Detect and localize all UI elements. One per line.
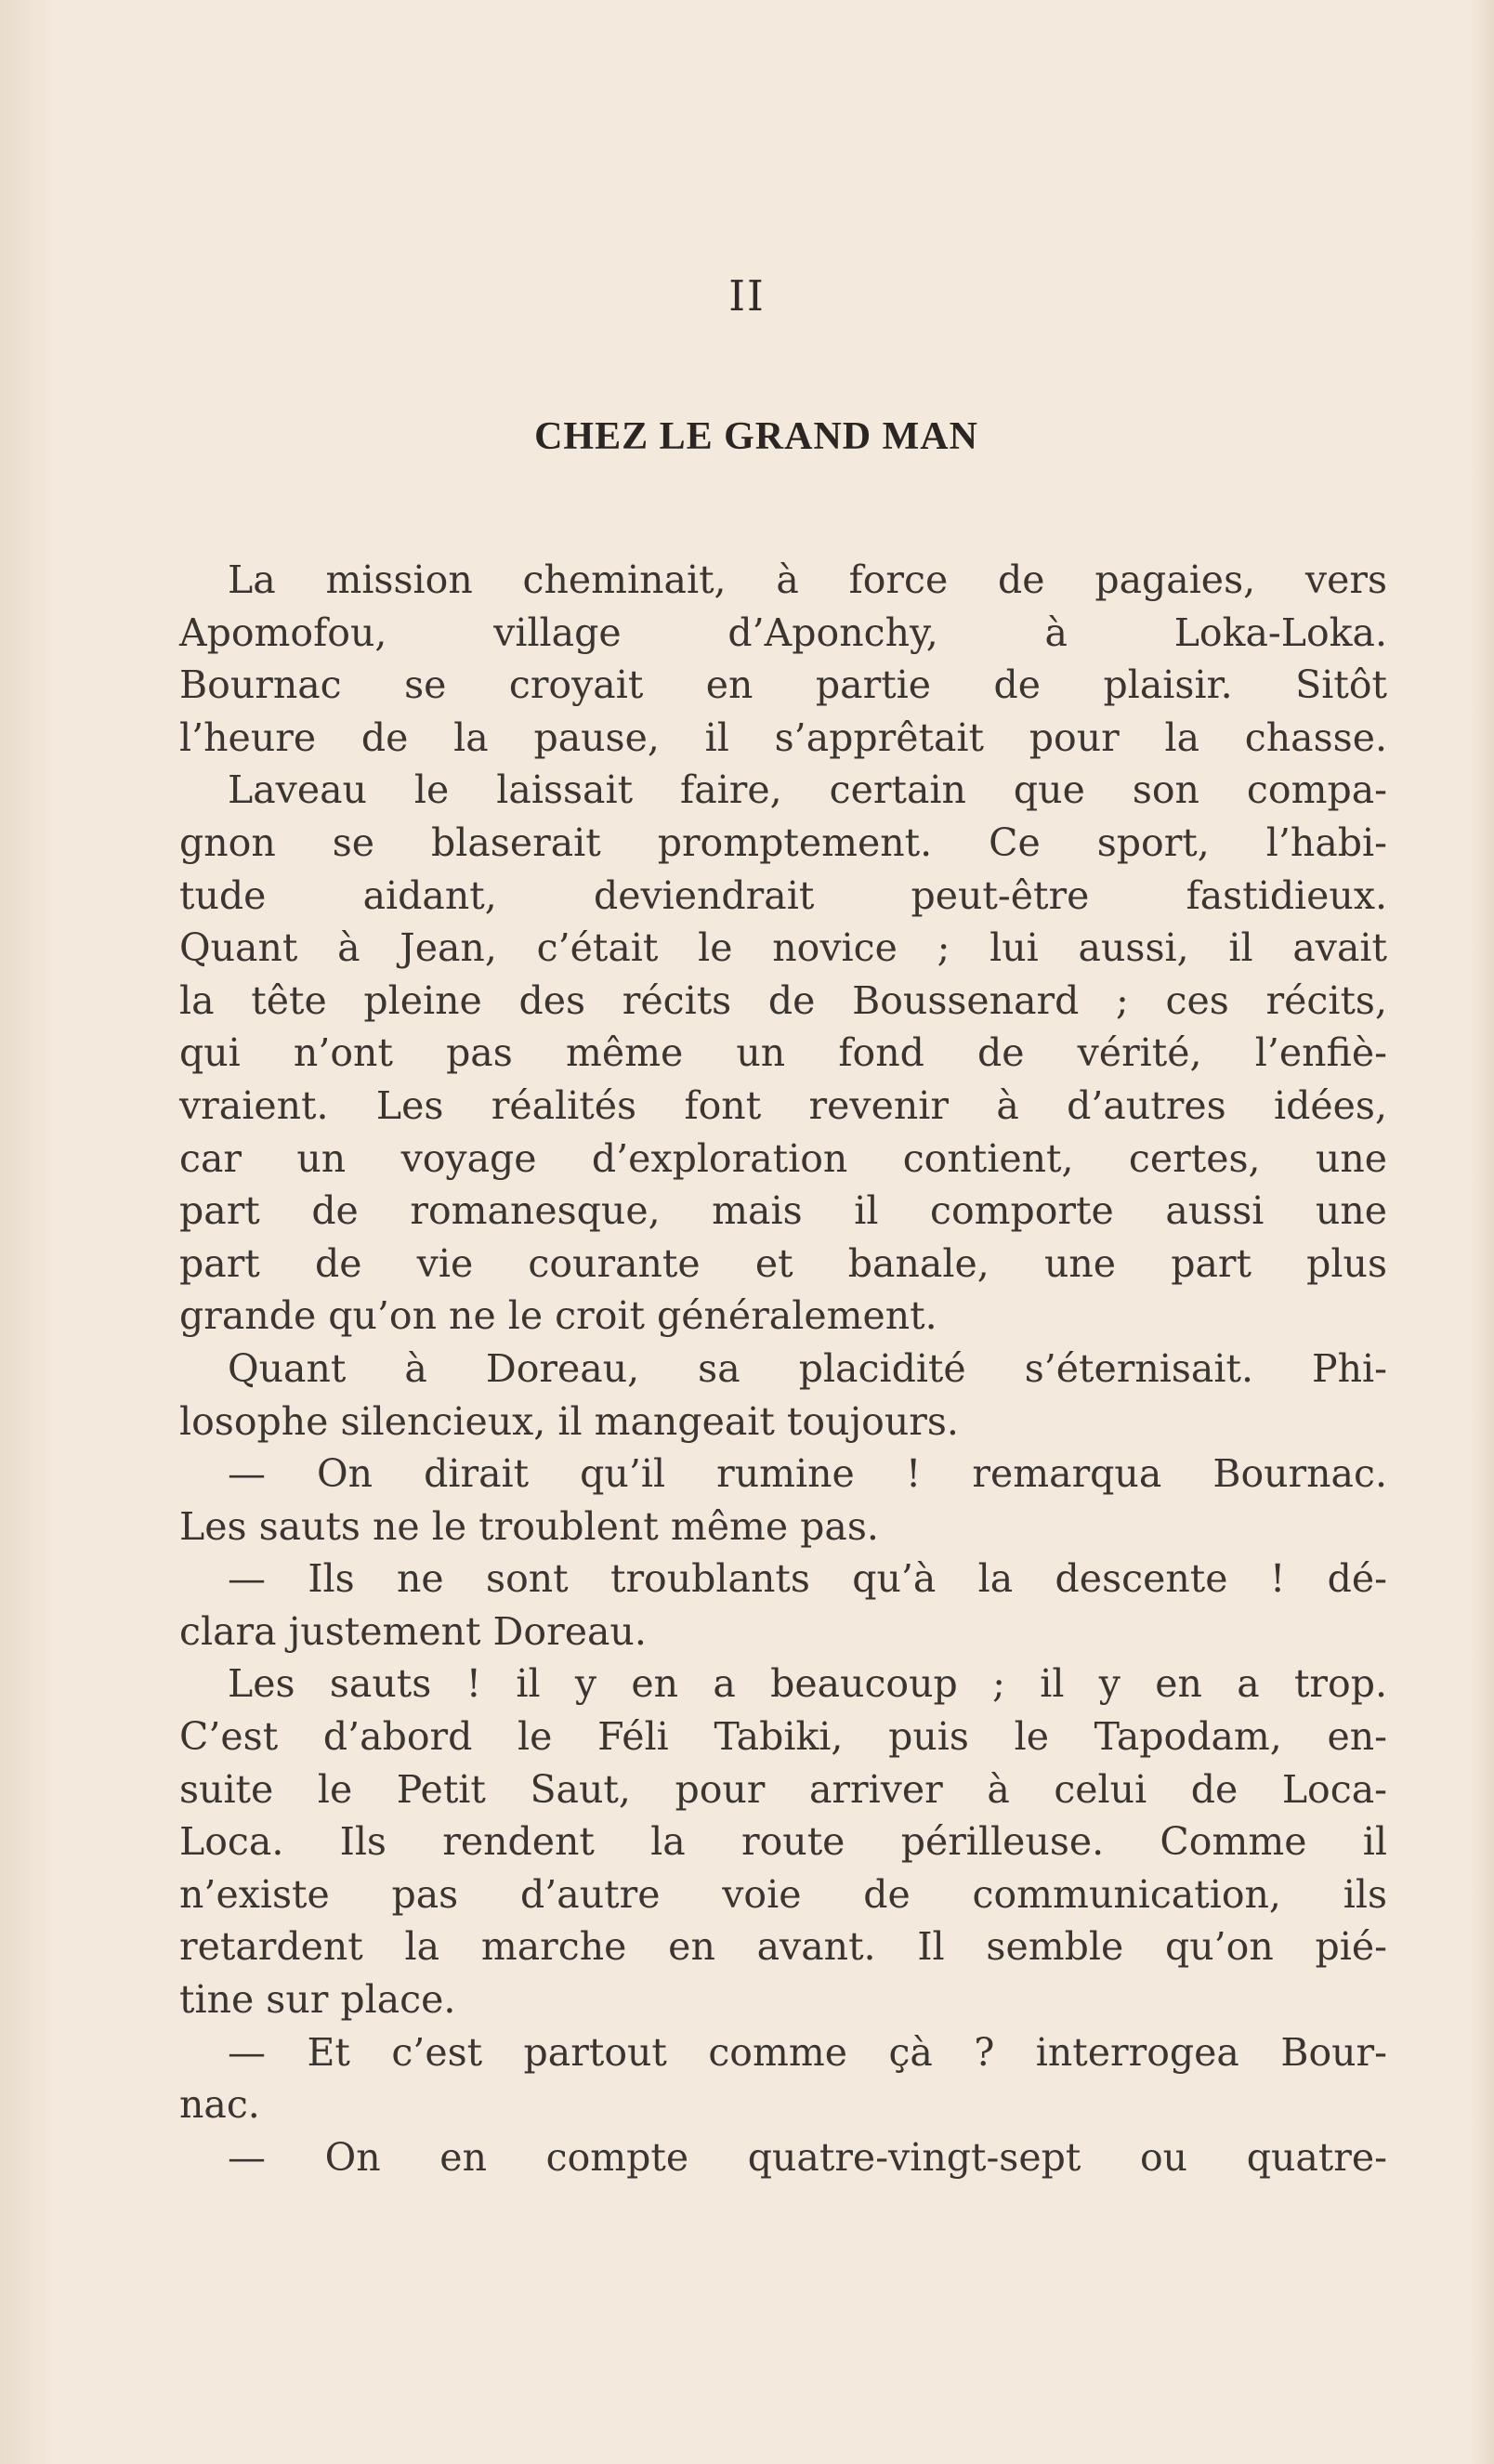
text-line: Loca. Ils rendent la route périlleuse. Comme il: [179, 1819, 1387, 1865]
text-line: Bournac se croyait en partie de plaisir. Sitôt: [179, 662, 1387, 708]
text-line: C’est d’abord le Féli Tabiki, puis le Tapodam, en-: [179, 1714, 1387, 1760]
text-line: retardent la marche en avant. Il semble qu’on pié-: [179, 1924, 1387, 1970]
text-line: l’heure de la pause, il s’apprêtait pour la chasse.: [179, 714, 1387, 760]
text-line: gnon se blaserait promptement. Ce sport, l’habi-: [179, 819, 1387, 865]
text-line: — Et c’est partout comme çà ? interrogea Bour-: [228, 2029, 1387, 2075]
text-line: Les sauts ne le troublent même pas.: [179, 1503, 879, 1549]
text-line: — Ils ne sont troublants qu’à la descente ! dé-: [228, 1556, 1387, 1602]
text-line: qui n’ont pas même un fond de vérité, l’enfiè-: [179, 1030, 1387, 1076]
body-text: [179, 554, 1387, 2183]
text-line: suite le Petit Saut, pour arriver à celui de Loca-: [179, 1766, 1387, 1812]
text-line: Laveau le laissait faire, certain que son compa-: [228, 767, 1387, 813]
text-line: Quant à Jean, c’était le novice ; lui aussi, il avait: [179, 925, 1387, 971]
text-line: la tête pleine des récits de Boussenard ; ces récits,: [179, 977, 1387, 1023]
page-edge-shadow: [1470, 0, 1494, 2464]
text-line: — On en compte quatre-vingt-sept ou quatre-: [228, 2134, 1387, 2180]
text-line: part de vie courante et banale, une part plus: [179, 1240, 1387, 1286]
text-line: part de romanesque, mais il comporte aussi une: [179, 1188, 1387, 1234]
text-line: tine sur place.: [179, 1977, 456, 2023]
text-line: — On dirait qu’il rumine ! remarqua Bournac.: [228, 1451, 1387, 1497]
text-line: Les sauts ! il y en a beaucoup ; il y en a trop.: [228, 1661, 1387, 1707]
text-line: n’existe pas d’autre voie de communication, ils: [179, 1871, 1387, 1917]
text-line: Apomofou, village d’Aponchy, à Loka-Loka.: [179, 609, 1387, 655]
chapter-number: II: [728, 271, 766, 321]
text-line: clara justement Doreau.: [179, 1608, 647, 1654]
text-line: vraient. Les réalités font revenir à d’autres idées,: [179, 1082, 1387, 1128]
chapter-title: CHEZ LE GRAND MAN: [534, 415, 978, 458]
text-line: car un voyage d’exploration contient, certes, une: [179, 1135, 1387, 1181]
text-line: nac.: [179, 2082, 260, 2128]
text-line: Quant à Doreau, sa placidité s’éternisait. Phi-: [228, 1345, 1387, 1391]
text-line: losophe silencieux, il mangeait toujours.: [179, 1398, 959, 1444]
text-line: La mission cheminait, à force de pagaies, vers: [228, 557, 1387, 602]
text-line: tude aidant, deviendrait peut-être fastidieux.: [179, 872, 1387, 918]
page-gutter-shadow: [0, 0, 56, 2464]
text-line: grande qu’on ne le croit généralement.: [179, 1293, 937, 1339]
